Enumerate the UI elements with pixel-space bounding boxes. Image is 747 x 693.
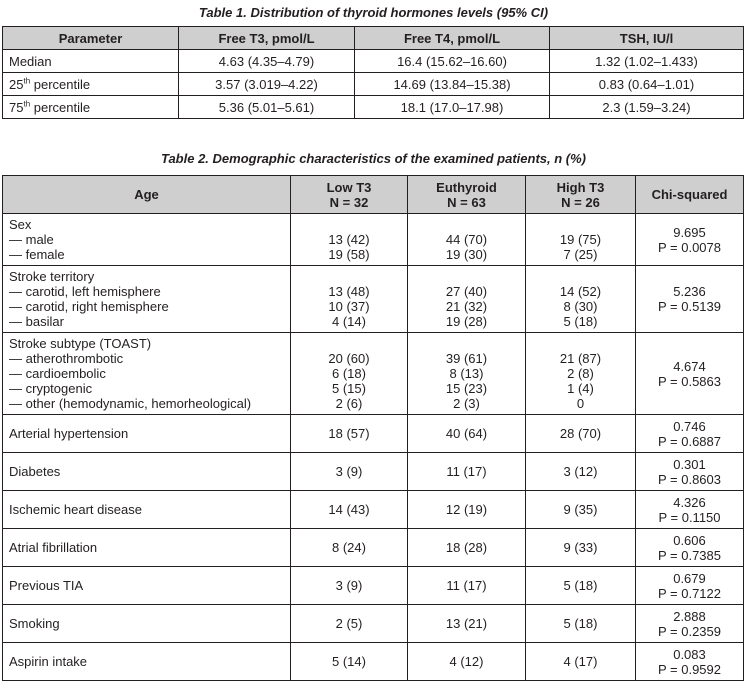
table-row (3, 50, 744, 73)
table2-cell-chi-squared: 0.679 P = 0.7122 (636, 567, 744, 605)
table-row (3, 333, 744, 415)
table2-row-label: Arterial hypertension (3, 415, 291, 453)
table2-cell-chi-squared: 5.236 P = 0.5139 (636, 266, 744, 333)
table-row (3, 567, 744, 605)
table2-cell-euthyroid: 12 (19) (408, 491, 526, 529)
table2-cell-high-t3: 9 (33) (526, 529, 636, 567)
ordinal-suffix: th (23, 76, 31, 86)
table2-header-chi-squared: Chi-squared (636, 176, 744, 214)
table1-header-free-t3: Free T3, pmol/L (179, 27, 355, 50)
table1-row-label (3, 73, 179, 96)
table-row (3, 491, 744, 529)
table-row (3, 266, 744, 333)
table2-cell-chi-squared: 0.301 P = 0.8603 (636, 453, 744, 491)
table2-header-age: Age (3, 176, 291, 214)
table2-header-high-t3: High T3 N = 26 (526, 176, 636, 214)
table2-cell-low-t3: 13 (48) 10 (37) 4 (14) (291, 266, 408, 333)
table2-cell-euthyroid: 13 (21) (408, 605, 526, 643)
table2-cell-chi-squared: 9.695 P = 0.0078 (636, 214, 744, 266)
row-label-rest: percentile (30, 76, 91, 92)
table2-cell-low-t3: 14 (43) (291, 491, 408, 529)
table2-row-label: Previous TIA (3, 567, 291, 605)
table2-header-row (3, 176, 744, 214)
table1-caption: Table 1. Distribution of thyroid hormones levels (95% CI) (198, 5, 549, 20)
table2-cell-high-t3: 14 (52) 8 (30) 5 (18) (526, 266, 636, 333)
table1-cell-t3: 3.57 (3.019–4.22) (179, 73, 355, 96)
table1-row-label (3, 96, 179, 119)
table2-cell-chi-squared: 0.746 P = 0.6887 (636, 415, 744, 453)
table1-header-tsh: TSH, IU/l (550, 27, 744, 50)
table2-cell-chi-squared: 0.606 P = 0.7385 (636, 529, 744, 567)
row-label-rest: percentile (30, 99, 91, 115)
table2-header-euthyroid: Euthyroid N = 63 (408, 176, 526, 214)
table1-header-parameter: Parameter (3, 27, 179, 50)
table2-cell-euthyroid: 18 (28) (408, 529, 526, 567)
row-label-number: 75 (9, 99, 24, 115)
table1-header-row (3, 27, 744, 50)
table2-cell-high-t3: 5 (18) (526, 605, 636, 643)
table1-cell-tsh: 1.32 (1.02–1.433) (550, 50, 744, 73)
table-row (3, 643, 744, 681)
table2-cell-euthyroid: 44 (70) 19 (30) (408, 214, 526, 266)
row-label-number: 25 (9, 76, 24, 92)
table-row (3, 605, 744, 643)
table2-cell-low-t3: 13 (42) 19 (58) (291, 214, 408, 266)
table2-cell-euthyroid: 39 (61) 8 (13) 15 (23) 2 (3) (408, 333, 526, 415)
table1-header-free-t4: Free T4, pmol/L (355, 27, 550, 50)
table2-caption: Table 2. Demographic characteristics of the examined patients, n (%) (160, 151, 587, 166)
table2-cell-low-t3: 8 (24) (291, 529, 408, 567)
table-row (3, 415, 744, 453)
table2-cell-low-t3: 18 (57) (291, 415, 408, 453)
table1-cell-t4: 18.1 (17.0–17.98) (355, 96, 550, 119)
table2-cell-high-t3: 9 (35) (526, 491, 636, 529)
table2-cell-euthyroid: 4 (12) (408, 643, 526, 681)
table2-row-label: Diabetes (3, 453, 291, 491)
table2-cell-chi-squared: 0.083 P = 0.9592 (636, 643, 744, 681)
table2-cell-high-t3: 5 (18) (526, 567, 636, 605)
table-row (3, 453, 744, 491)
table2-row-label: Atrial fibrillation (3, 529, 291, 567)
table2-header-low-t3: Low T3 N = 32 (291, 176, 408, 214)
table2-cell-low-t3: 3 (9) (291, 453, 408, 491)
table-row (3, 214, 744, 266)
table2-row-label: Aspirin intake (3, 643, 291, 681)
table-row (3, 96, 744, 119)
table2-cell-low-t3: 20 (60) 6 (18) 5 (15) 2 (6) (291, 333, 408, 415)
table1-cell-t3: 4.63 (4.35–4.79) (179, 50, 355, 73)
table2-cell-chi-squared: 4.674 P = 0.5863 (636, 333, 744, 415)
thyroid-hormones-table (2, 26, 744, 119)
table-row (3, 73, 744, 96)
table2-cell-euthyroid: 11 (17) (408, 453, 526, 491)
table2-cell-low-t3: 3 (9) (291, 567, 408, 605)
table2-row-label: Sex — male — female (3, 214, 291, 266)
table2-row-label: Ischemic heart disease (3, 491, 291, 529)
table2-row-label: Stroke territory — carotid, left hemisphere — carotid, right hemisphere — basilar (3, 266, 291, 333)
table2-row-label: Smoking (3, 605, 291, 643)
table2-cell-euthyroid: 11 (17) (408, 567, 526, 605)
table2-cell-low-t3: 2 (5) (291, 605, 408, 643)
table2-cell-high-t3: 19 (75) 7 (25) (526, 214, 636, 266)
table1-cell-t4: 16.4 (15.62–16.60) (355, 50, 550, 73)
ordinal-suffix: th (23, 99, 31, 109)
table2-cell-high-t3: 21 (87) 2 (8) 1 (4) 0 (526, 333, 636, 415)
table2-cell-high-t3: 4 (17) (526, 643, 636, 681)
table2-cell-euthyroid: 40 (64) (408, 415, 526, 453)
table-row (3, 529, 744, 567)
row-label-text: Median (9, 53, 52, 69)
table1-cell-t3: 5.36 (5.01–5.61) (179, 96, 355, 119)
demographics-table (2, 175, 744, 681)
table2-cell-chi-squared: 2.888 P = 0.2359 (636, 605, 744, 643)
table2-cell-chi-squared: 4.326 P = 0.1150 (636, 491, 744, 529)
table2-cell-high-t3: 3 (12) (526, 453, 636, 491)
table2-cell-high-t3: 28 (70) (526, 415, 636, 453)
table2-cell-euthyroid: 27 (40) 21 (32) 19 (28) (408, 266, 526, 333)
table1-cell-tsh: 2.3 (1.59–3.24) (550, 96, 744, 119)
table2-cell-low-t3: 5 (14) (291, 643, 408, 681)
table1-cell-t4: 14.69 (13.84–15.38) (355, 73, 550, 96)
table1-row-label (3, 50, 179, 73)
table2-row-label: Stroke subtype (TOAST) — atherothrombotic — cardioembolic — cryptogenic — other (hemodynamic, hemorheological) (3, 333, 291, 415)
table1-cell-tsh: 0.83 (0.64–1.01) (550, 73, 744, 96)
